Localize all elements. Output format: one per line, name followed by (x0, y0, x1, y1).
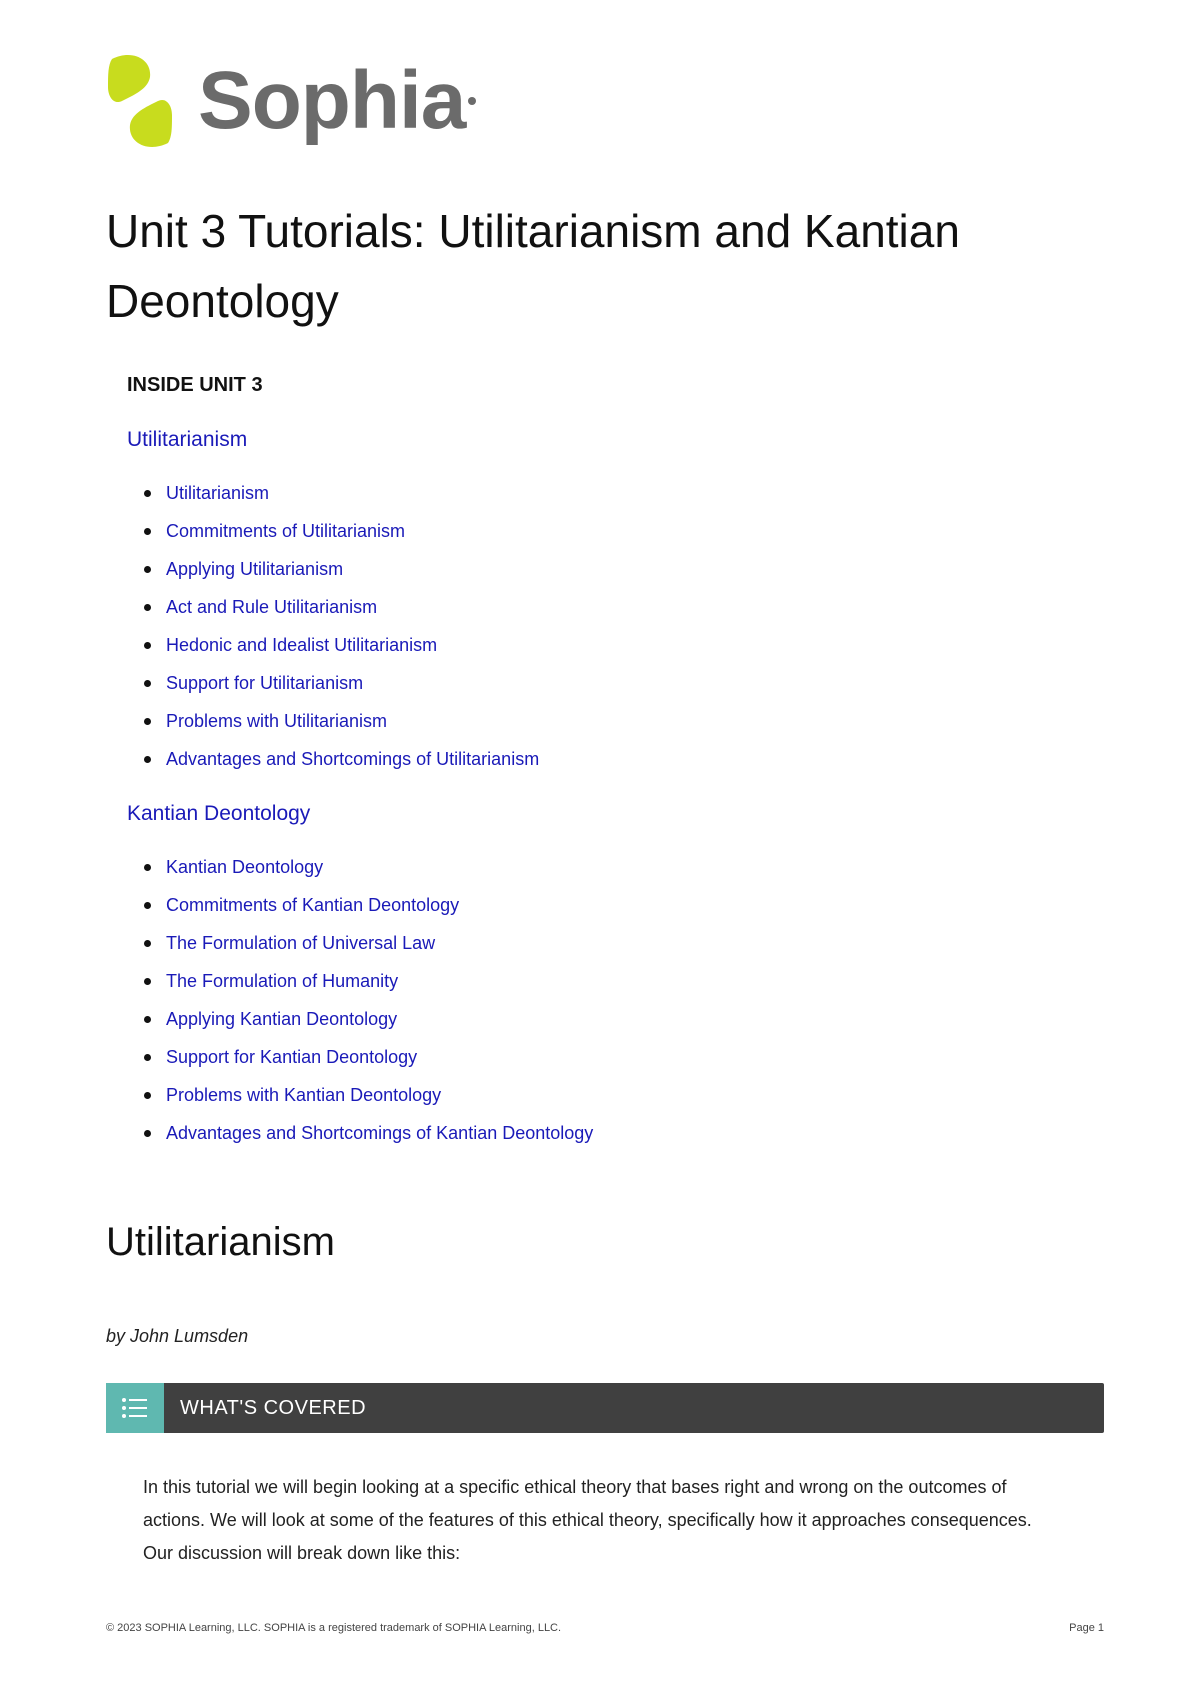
page-number: Page 1 (1069, 1622, 1104, 1634)
logo-wordmark: Sophia (198, 55, 466, 146)
toc-list-utilitarianism (144, 474, 539, 778)
intro-paragraph: In this tutorial we will begin looking at a specific ethical theory that bases right and wrong on the outcomes of actions. We will look at some of the features of this ethical theory, specifically how it approaches consequences. Our discussion will break down like this: (143, 1477, 1032, 1563)
toc-link[interactable]: Act and Rule Utilitarianism (144, 588, 539, 626)
toc-link[interactable]: Advantages and Shortcomings of Kantian Deontology (144, 1114, 593, 1152)
toc-list-kantian-deontology (144, 848, 593, 1152)
page-title: Unit 3 Tutorials: Utilitarianism and Kantian Deontology (106, 205, 960, 327)
sophia-logo (104, 55, 476, 147)
sophia-s-mark-icon (104, 55, 176, 147)
toc-link[interactable]: Utilitarianism (144, 474, 539, 512)
whats-covered-label: WHAT'S COVERED (180, 1396, 367, 1419)
copyright-text: © 2023 SOPHIA Learning, LLC. SOPHIA is a registered trademark of SOPHIA Learning, LLC. (106, 1622, 562, 1634)
author-byline: by John Lumsden (106, 1326, 249, 1346)
toc-link[interactable]: Applying Kantian Deontology (144, 1000, 593, 1038)
toc-heading: INSIDE UNIT 3 (127, 374, 263, 396)
toc-group-title-kantian-deontology[interactable]: Kantian Deontology (127, 802, 311, 825)
toc-link[interactable]: Applying Utilitarianism (144, 550, 539, 588)
toc-link[interactable]: Problems with Utilitarianism (144, 702, 539, 740)
toc-group-title-utilitarianism[interactable]: Utilitarianism (127, 428, 248, 451)
page-footer (106, 1622, 1104, 1634)
toc-link[interactable]: Support for Kantian Deontology (144, 1038, 593, 1076)
whats-covered-banner (106, 1383, 1104, 1433)
logo-dot (468, 97, 476, 105)
toc-link[interactable]: Hedonic and Idealist Utilitarianism (144, 626, 539, 664)
toc-link[interactable]: Problems with Kantian Deontology (144, 1076, 593, 1114)
toc-link[interactable]: Commitments of Utilitarianism (144, 512, 539, 550)
toc-link[interactable]: The Formulation of Universal Law (144, 924, 593, 962)
section-heading: Utilitarianism (106, 1220, 335, 1264)
toc-link[interactable]: Support for Utilitarianism (144, 664, 539, 702)
toc-link[interactable]: Commitments of Kantian Deontology (144, 886, 593, 924)
toc-link[interactable]: The Formulation of Humanity (144, 962, 593, 1000)
toc-link[interactable]: Advantages and Shortcomings of Utilitarianism (144, 740, 539, 778)
list-icon (106, 1383, 164, 1433)
toc-link[interactable]: Kantian Deontology (144, 848, 593, 886)
